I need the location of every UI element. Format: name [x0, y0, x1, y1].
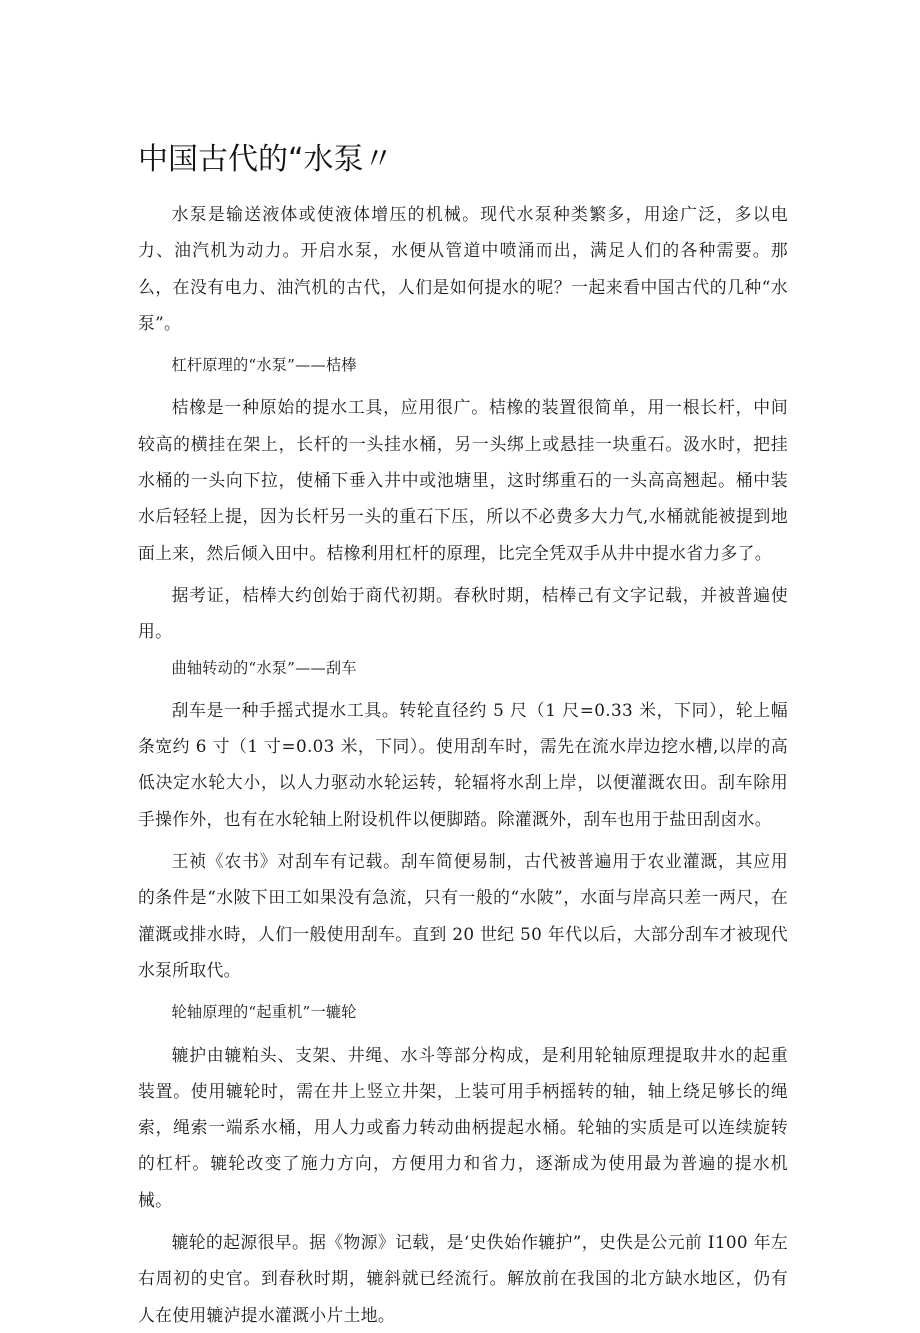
article-body [138, 196, 788, 1333]
section-heading-crank: 曲轴转动的“水泵”——刮车 [171, 658, 357, 677]
paragraph-intro: 水泵是输送液体或使液体增压的机械。现代水泵种类繁多，用途广泛，多以电力、油汽机为动力。开启水泵，水便从管道中喷涌而出，满足人们的各种需要。那么，在没有电力、油汽机的古代，人们是如何提水的呢？一起来看中国古代的几种“水泵”。 [138, 204, 788, 333]
paragraph-windlass-description: 辘护由辘粕头、支架、井绳、水斗等部分构成，是利用轮轴原理提取井水的起重装置。使用辘轮时，需在井上竖立井架，上装可用手柄摇转的轴，轴上绕足够长的绳索，绳索一端系水桶，用人力或畜力转动曲柄提起水桶。轮轴的实质是可以连续旋转的杠杆。辘轮改变了施力方向，方便用力和省力，逐渐成为使用最为普遍的提水机械。 [138, 1044, 788, 1210]
paragraph-lever-description: 桔橡是一种原始的提水工具，应用很广。桔橡的装置很简单，用一根长杆，中间较高的横挂在架上，长杆的一头挂水桶，另一头绑上或悬挂一块重石。汲水时，把挂水桶的一头向下拉，使桶下垂入井中或池塘里，这时绑重石的一头高高翘起。桶中装水后轻轻上提，因为长杆另一头的重石下压，所以不必费多大力气,水桶就能被提到地面上来，然后倾入田中。桔橡利用杠杆的原理，比完全凭双手从井中提水省力多了。 [138, 397, 788, 563]
paragraph-windlass-history: 辘轮的起源很早。据《物源》记载，是‘史佚始作辘护”，史佚是公元前 I100 年左右周初的史官。到春秋时期，辘斜就已经流行。解放前在我国的北方缺水地区，仍有人在使用辘泸提水灌溉小片土地。 [138, 1232, 788, 1325]
paragraph-crank-history: 王祯《农书》对刮车有记载。刮车简便易制，古代被普遍用于农业灌溉，其应用的条件是“水陂下田工如果没有急流，只有一般的“水陂”，水面与岸高只差一两尺，在灌溉或排水時，人们一般使用刮车。直到 20 世纪 50 年代以后，大部分刮车才被现代水泵所取代。 [138, 851, 788, 980]
page-title: 中国古代的“水泵〃 [138, 142, 394, 177]
section-heading-lever: 杠杆原理的“水泵”——桔棒 [171, 356, 357, 375]
paragraph-lever-history: 据考证，桔棒大约创始于商代初期。春秋时期，桔棒己有文字记载，并被普遍使用。 [138, 584, 788, 642]
paragraph-crank-description: 刮车是一种手摇式提水工具。转轮直径约 5 尺（1 尺=0.33 米，下同），轮上幅条宽约 6 寸（1 寸=0.03 米，下同）。使用刮车时，需先在流水岸边挖水槽,以岸的高低决定水轮大小，以人力驱动水轮运转，轮辐将水刮上岸，以便灌溉农田。刮车除用手操作外，也有在水轮轴上附设机件以便脚踏。除灌溉外，刮车也用于盐田刮卤水。 [138, 699, 788, 829]
section-heading-windlass: 轮轴原理的“起重机”一辘轮 [171, 1003, 357, 1022]
